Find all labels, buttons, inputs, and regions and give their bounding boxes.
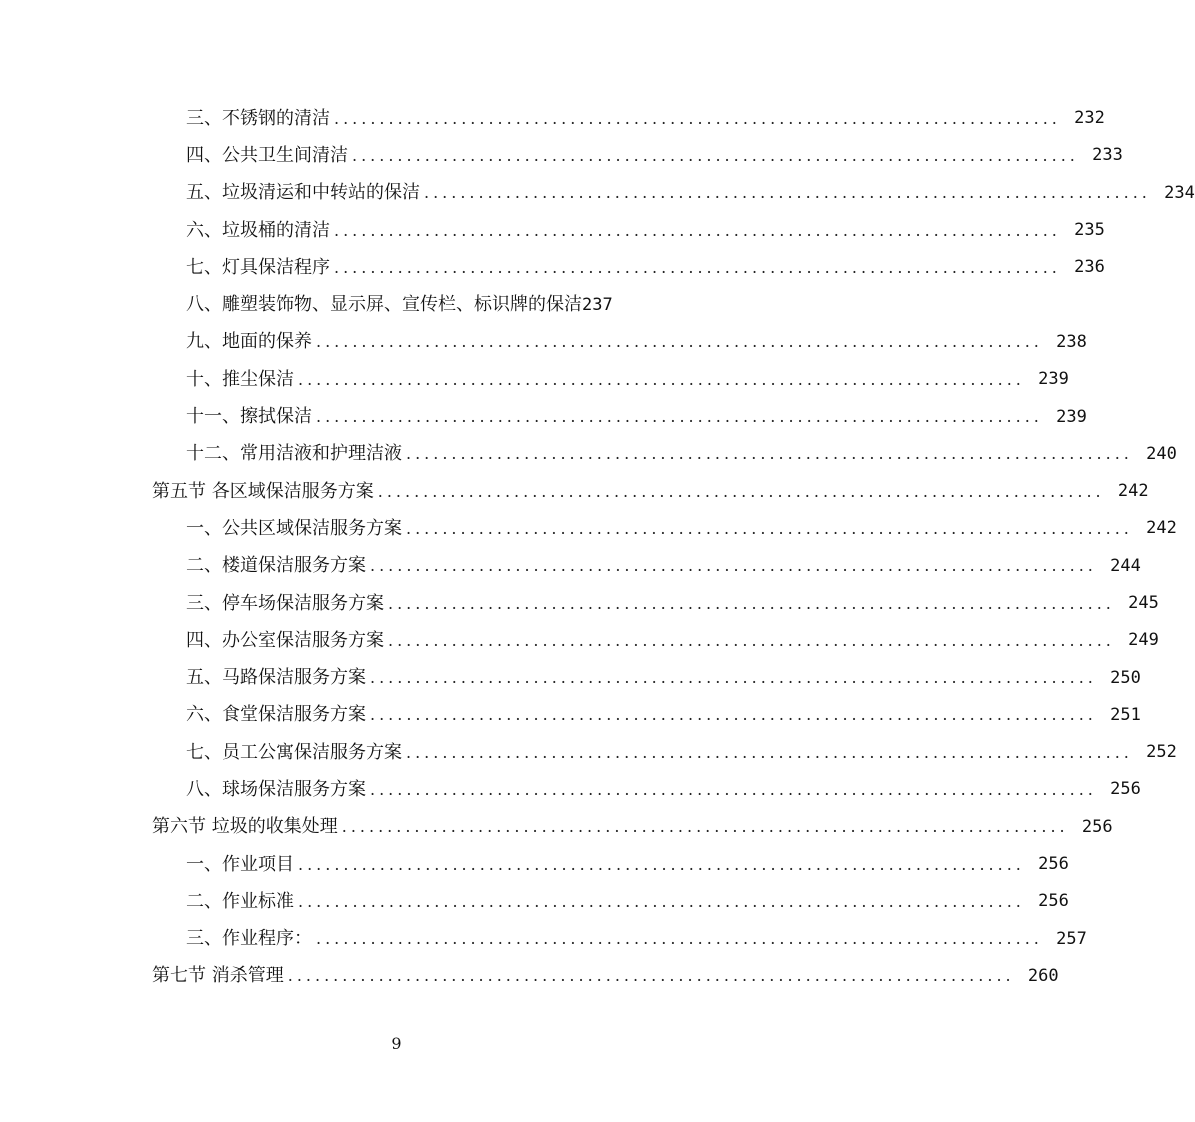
toc-subsection-entry[interactable] — [0, 361, 1069, 398]
toc-subsection-entry[interactable] — [0, 622, 1159, 659]
toc-subsection-entry[interactable] — [0, 548, 1141, 585]
toc-subsection-entry[interactable] — [0, 436, 1177, 473]
toc-entry-page-number: 251 — [1110, 704, 1141, 725]
toc-subsection-entry[interactable] — [0, 659, 1141, 696]
toc-entry-title: 八、球场保洁服务方案 — [186, 778, 366, 800]
toc-entry-title: 一、作业项目 — [186, 853, 294, 875]
toc-entry-title: 二、作业标准 — [186, 890, 294, 912]
toc-dot-leader: ................................................................................ — [370, 705, 1097, 725]
toc-dot-leader: ................................................................................ — [287, 966, 1015, 986]
toc-dot-leader: ................................................................................ — [388, 630, 1115, 650]
toc-subsection-entry[interactable] — [0, 921, 1087, 958]
toc-entry-title: 五、马路保洁服务方案 — [186, 667, 366, 689]
toc-dot-leader: ................................................................................ — [406, 742, 1133, 762]
toc-dot-leader: ................................................................................ — [370, 779, 1097, 799]
toc-entry-title: 一、公共区域保洁服务方案 — [186, 517, 402, 539]
toc-dot-leader: ................................................................................ — [298, 854, 1025, 874]
toc-entry-title: 十、推尘保洁 — [186, 368, 294, 390]
toc-dot-leader: ................................................................................ — [334, 257, 1061, 277]
toc-dot-leader: ................................................................................ — [334, 220, 1061, 240]
toc-dot-leader: ................................................................................ — [370, 668, 1097, 688]
toc-dot-leader: ................................................................................ — [424, 183, 1151, 203]
toc-entry-title: 八、雕塑装饰物、显示屏、宣传栏、标识牌的保洁 — [186, 294, 582, 316]
toc-dot-leader: ................................................................................ — [388, 593, 1115, 613]
toc-entry-title: 三、停车场保洁服务方案 — [186, 592, 384, 614]
toc-subsection-entry[interactable] — [0, 697, 1141, 734]
toc-entry-page-number: 256 — [1038, 891, 1069, 912]
toc-entry-title: 六、食堂保洁服务方案 — [186, 704, 366, 726]
toc-entry-title: 七、灯具保洁程序 — [186, 256, 330, 278]
page-number: 9 — [391, 1034, 402, 1053]
toc-entry-title: 四、办公室保洁服务方案 — [186, 629, 384, 651]
toc-section-entry[interactable] — [0, 473, 1149, 510]
toc-dot-leader: ................................................................................ — [341, 817, 1069, 837]
toc-subsection-entry[interactable] — [0, 510, 1177, 547]
toc-entry-page-number: 239 — [1056, 406, 1087, 427]
toc-entry-title: 七、员工公寓保洁服务方案 — [186, 741, 402, 763]
toc-entry-title: 第七节 消杀管理 — [152, 965, 284, 987]
toc-subsection-entry[interactable] — [0, 100, 1105, 137]
toc-entry-page-number: 233 — [1092, 145, 1123, 166]
toc-entry-title: 九、地面的保养 — [186, 331, 312, 353]
toc-entry-title: 第六节 垃圾的收集处理 — [152, 816, 338, 838]
toc-entry-page-number: 256 — [1081, 816, 1113, 837]
toc-entry-page-number: 250 — [1110, 667, 1141, 688]
toc-entry-page-number: 240 — [1146, 443, 1177, 464]
toc-section-entry[interactable] — [0, 958, 1059, 995]
toc-subsection-entry[interactable] — [0, 883, 1069, 920]
toc-entry-page-number: 232 — [1074, 108, 1105, 129]
toc-entry-title: 三、不锈钢的清洁 — [186, 107, 330, 129]
toc-entry-page-number: 236 — [1074, 257, 1105, 278]
toc-entry-page-number: 256 — [1038, 854, 1069, 875]
toc-entry-page-number: 238 — [1056, 331, 1087, 352]
toc-entry-title: 十二、常用洁液和护理洁液 — [186, 443, 402, 465]
toc-entry-title: 三、作业程序： — [186, 928, 312, 950]
toc-dot-leader: ................................................................................ — [406, 518, 1133, 538]
toc-subsection-entry[interactable] — [0, 398, 1087, 435]
toc-dot-leader: ................................................................................ — [298, 369, 1025, 389]
toc-subsection-entry[interactable] — [0, 249, 1105, 286]
toc-dot-leader: ................................................................................ — [334, 108, 1061, 128]
toc-entry-page-number: 239 — [1038, 369, 1069, 390]
toc-entry-page-number: 237 — [582, 294, 613, 315]
toc-entry-page-number: 257 — [1056, 928, 1087, 949]
toc-subsection-entry[interactable] — [0, 212, 1105, 249]
toc-entry-title: 六、垃圾桶的清洁 — [186, 219, 330, 241]
toc-dot-leader: ................................................................................ — [316, 407, 1043, 427]
toc-subsection-entry[interactable] — [0, 585, 1159, 622]
toc-dot-leader: ................................................................................ — [377, 481, 1105, 501]
toc-entry-page-number: 252 — [1146, 742, 1177, 763]
toc-dot-leader: ................................................................................ — [406, 444, 1133, 464]
table-of-contents — [0, 100, 1195, 995]
toc-subsection-entry[interactable] — [0, 286, 793, 323]
toc-entry-title: 十一、擦拭保洁 — [186, 406, 312, 428]
toc-dot-leader: ................................................................................ — [298, 891, 1025, 911]
toc-entry-title: 第五节 各区域保洁服务方案 — [152, 480, 374, 502]
toc-entry-title: 二、楼道保洁服务方案 — [186, 555, 366, 577]
toc-subsection-entry[interactable] — [0, 175, 1195, 212]
toc-entry-page-number: 242 — [1146, 518, 1177, 539]
toc-entry-title: 五、垃圾清运和中转站的保洁 — [186, 182, 420, 204]
toc-entry-page-number: 242 — [1117, 481, 1149, 502]
toc-dot-leader: ................................................................................ — [352, 145, 1079, 165]
toc-entry-page-number: 249 — [1128, 630, 1159, 651]
toc-subsection-entry[interactable] — [0, 734, 1177, 771]
toc-section-entry[interactable] — [0, 809, 1113, 846]
toc-subsection-entry[interactable] — [0, 771, 1141, 808]
toc-entry-title: 四、公共卫生间清洁 — [186, 144, 348, 166]
toc-entry-page-number: 235 — [1074, 220, 1105, 241]
toc-dot-leader: ................................................................................ — [370, 556, 1097, 576]
toc-entry-page-number: 245 — [1128, 593, 1159, 613]
toc-dot-leader: ................................................................................ — [316, 929, 1043, 949]
toc-dot-leader: ................................................................................ — [316, 332, 1043, 352]
toc-entry-page-number: 244 — [1110, 555, 1141, 576]
toc-entry-page-number: 256 — [1110, 779, 1141, 800]
toc-subsection-entry[interactable] — [0, 137, 1123, 174]
toc-entry-page-number: 234 — [1164, 182, 1195, 203]
toc-entry-page-number: 260 — [1027, 965, 1059, 986]
toc-subsection-entry[interactable] — [0, 846, 1069, 883]
toc-subsection-entry[interactable] — [0, 324, 1087, 361]
